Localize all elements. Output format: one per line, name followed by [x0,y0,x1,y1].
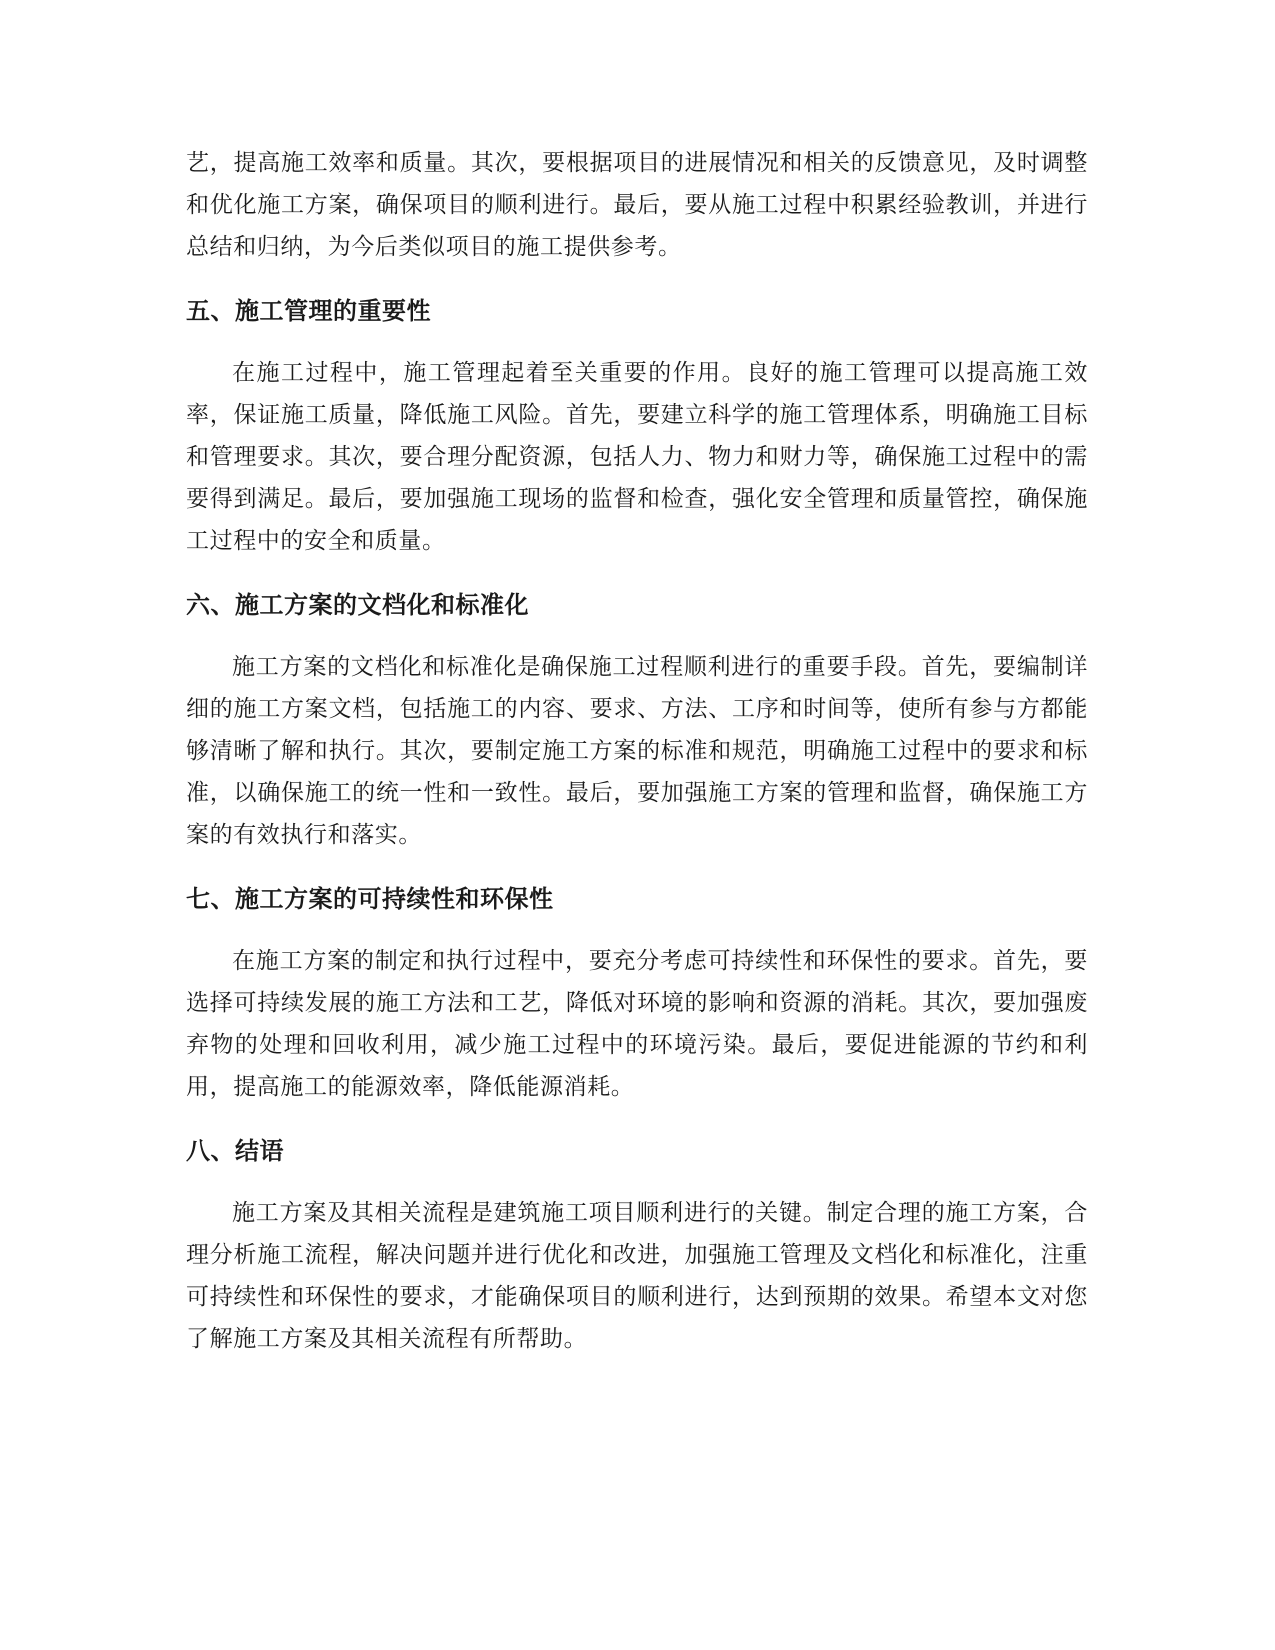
document-body [186,142,1088,1360]
section-5-heading: 五、施工管理的重要性 [186,297,431,325]
section-8-paragraph: 施工方案及其相关流程是建筑施工项目顺利进行的关键。制定合理的施工方案，合理分析施工流程，解决问题并进行优化和改进，加强施工管理及文档化和标准化，注重可持续性和环保性的要求，才能确保项目的顺利进行，达到预期的效果。希望本文对您了解施工方案及其相关流程有所帮助。 [186,1200,1088,1352]
intro-paragraph: 艺，提高施工效率和质量。其次，要根据项目的进展情况和相关的反馈意见，及时调整和优化施工方案，确保项目的顺利进行。最后，要从施工过程中积累经验教训，并进行总结和归纳，为今后类似项目的施工提供参考。 [186,150,1088,260]
section-6-heading: 六、施工方案的文档化和标准化 [186,591,529,619]
section-8-heading: 八、结语 [186,1137,284,1165]
section-7-paragraph: 在施工方案的制定和执行过程中，要充分考虑可持续性和环保性的要求。首先，要选择可持续发展的施工方法和工艺，降低对环境的影响和资源的消耗。其次，要加强废弃物的处理和回收利用，减少施工过程中的环境污染。最后，要促进能源的节约和利用，提高施工的能源效率，降低能源消耗。 [186,948,1088,1100]
section-7-heading: 七、施工方案的可持续性和环保性 [186,885,554,913]
section-6-paragraph: 施工方案的文档化和标准化是确保施工过程顺利进行的重要手段。首先，要编制详细的施工方案文档，包括施工的内容、要求、方法、工序和时间等，使所有参与方都能够清晰了解和执行。其次，要制定施工方案的标准和规范，明确施工过程中的要求和标准，以确保施工的统一性和一致性。最后，要加强施工方案的管理和监督，确保施工方案的有效执行和落实。 [186,654,1088,848]
section-5-paragraph: 在施工过程中，施工管理起着至关重要的作用。良好的施工管理可以提高施工效率，保证施工质量，降低施工风险。首先，要建立科学的施工管理体系，明确施工目标和管理要求。其次，要合理分配资源，包括人力、物力和财力等，确保施工过程中的需要得到满足。最后，要加强施工现场的监督和检查，强化安全管理和质量管控，确保施工过程中的安全和质量。 [186,360,1088,554]
